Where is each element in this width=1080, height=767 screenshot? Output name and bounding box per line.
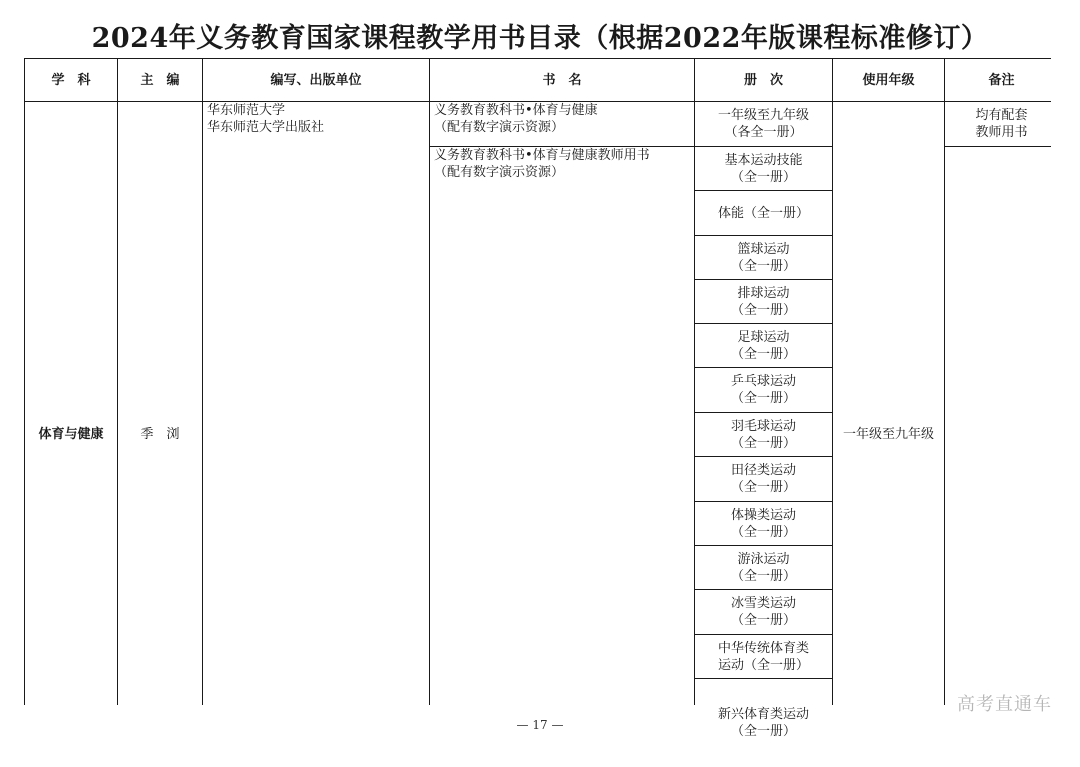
volume-line: （全一册） <box>730 346 796 362</box>
volume-line: （全一册） <box>730 435 796 451</box>
note-cell-empty <box>945 147 1058 767</box>
volume-line: （全一册） <box>730 480 796 495</box>
volume-cell <box>695 147 832 190</box>
volume-line: 游泳运动 <box>737 551 790 567</box>
volume-line: 田径类运动 <box>730 463 796 478</box>
subject-cell: 体育与健康 <box>25 102 117 767</box>
volume-cell <box>695 236 832 279</box>
publisher-cell <box>203 102 429 767</box>
volume-cell <box>695 502 832 545</box>
volume-cell <box>695 590 832 634</box>
header-editor: 主 编 <box>118 59 202 101</box>
volume-line: 体操类运动 <box>730 507 796 523</box>
book-subtitle: （配有数字演示资源） <box>434 165 565 180</box>
volume-line: 运动（全一册） <box>717 657 809 673</box>
volume-cell <box>695 457 832 501</box>
grade-cell: 一年级至九年级 <box>833 102 944 767</box>
book-title: 义务教育教科书•体育与健康教师用书 <box>434 148 650 163</box>
page-title: 2024年义务教育国家课程教学用书目录（根据2022年版课程标准修订） <box>91 23 989 54</box>
volume-line: （全一册） <box>730 524 796 540</box>
volume-line: 羽毛球运动 <box>730 418 796 434</box>
header-publisher: 编写、出版单位 <box>203 59 429 101</box>
volume-line: （全一册） <box>730 613 796 628</box>
volume-line: （全一册） <box>730 391 796 406</box>
note-line: 均有配套 <box>975 108 1028 123</box>
volume-line: （全一册） <box>730 568 796 584</box>
volume-line: 中华传统体育类 <box>717 640 809 656</box>
volume-cell <box>695 546 832 589</box>
book-title: 义务教育教科书•体育与健康 <box>434 103 598 118</box>
publisher-line: 华东师范大学出版社 <box>207 120 325 135</box>
volume-line: （全一册） <box>730 302 796 318</box>
book-cell-teacher <box>430 147 694 767</box>
volume-line: 一年级至九年级 <box>717 108 809 123</box>
volume-line: （全一册） <box>730 258 796 274</box>
volume-cell <box>695 324 832 367</box>
volume-line: 体能（全一册） <box>717 205 809 221</box>
header-book: 书 名 <box>430 59 694 101</box>
watermark-text: 高考直通车 <box>957 694 1052 715</box>
volume-line: 冰雪类运动 <box>730 596 796 611</box>
header-note: 备注 <box>945 59 1058 101</box>
volume-line: 排球运动 <box>737 285 790 301</box>
editor-cell: 季 浏 <box>118 102 202 767</box>
volume-cell <box>695 280 832 323</box>
volume-cell <box>695 635 832 678</box>
volume-line: 篮球运动 <box>737 241 790 257</box>
volume-line: 基本运动技能 <box>724 152 803 168</box>
volume-line: （全一册） <box>730 724 796 739</box>
volume-cell <box>695 102 832 146</box>
header-volume: 册 次 <box>695 59 832 101</box>
book-cell-textbook <box>430 102 694 146</box>
header-grade: 使用年级 <box>833 59 944 101</box>
volume-line: 新兴体育类运动 <box>717 707 809 722</box>
note-cell <box>945 102 1058 146</box>
volume-cell <box>695 368 832 412</box>
page-number: — 17 — <box>516 718 564 732</box>
note-line: 教师用书 <box>975 125 1028 140</box>
volume-line: （全一册） <box>730 169 796 185</box>
volume-line: 乒乓球运动 <box>730 374 796 389</box>
publisher-line: 华东师范大学 <box>207 103 286 118</box>
volume-cell <box>695 413 832 456</box>
book-subtitle: （配有数字演示资源） <box>434 120 565 135</box>
volume-line: 足球运动 <box>737 329 790 345</box>
volume-cell <box>695 191 832 235</box>
volume-line: （各全一册） <box>724 125 803 140</box>
header-subject: 学 科 <box>25 59 117 101</box>
